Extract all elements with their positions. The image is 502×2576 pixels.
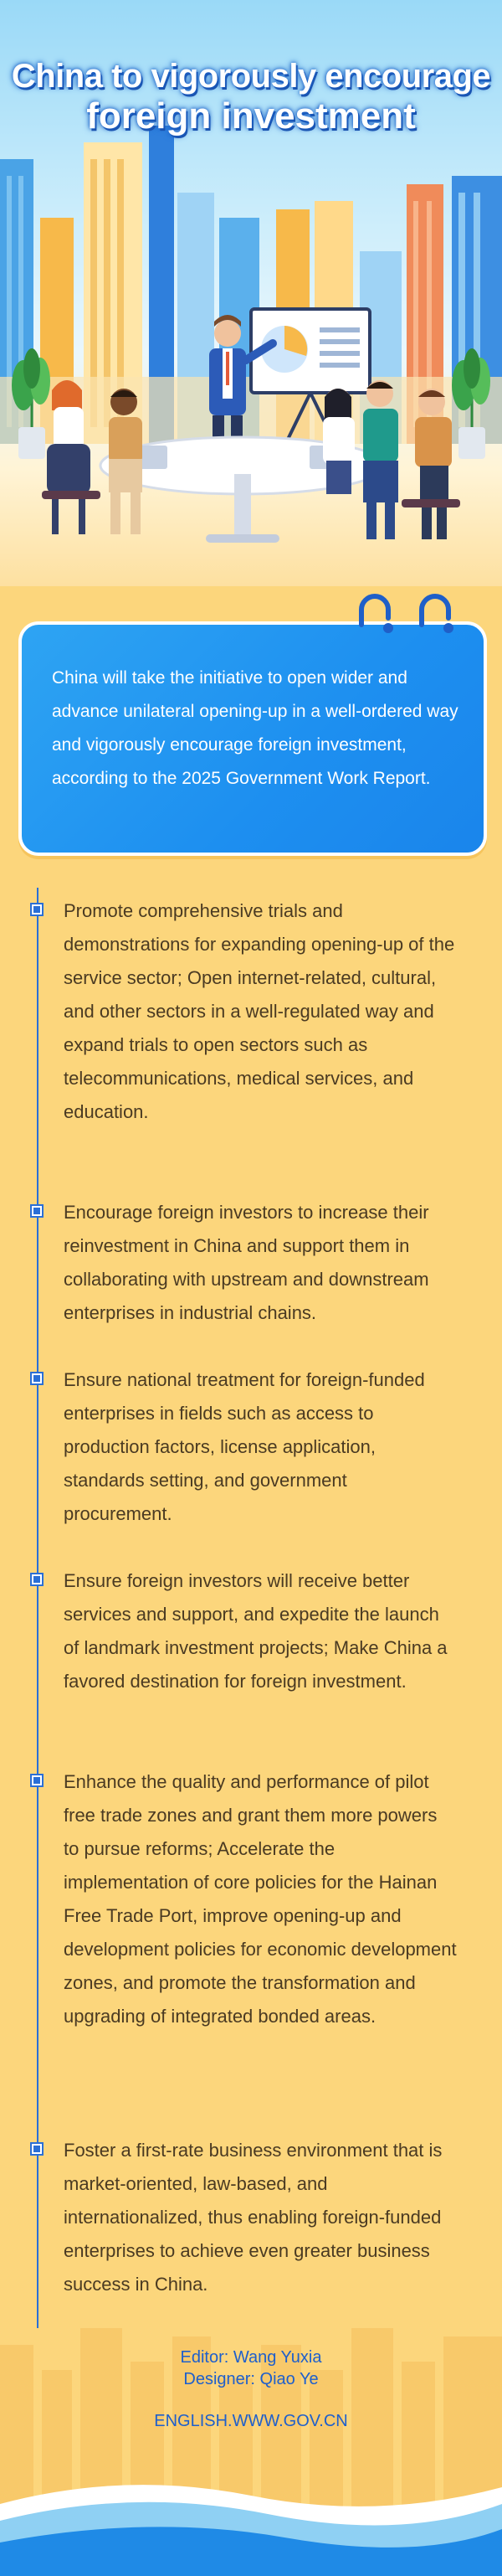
binder-ring-icon (356, 591, 393, 640)
intro-text: China will take the initiative to open wider and advance unilateral opening-up in a well-ordered way and vigorously encourage foreign investment, according to the 2025 Government Work Report. (52, 668, 458, 788)
title-line-2: foreign investment (86, 95, 416, 137)
list-item-text: Foster a first-rate business environment that is market-oriented, law-based, and internationalized, thus enabling foreign-funded enterprises to achieve even greater business success in China. (64, 2140, 443, 2295)
bullet-marker-icon (30, 1372, 44, 1385)
list-item-text: Enhance the quality and performance of pilot free trade zones and grant them more powers to pursue reforms; Accelerate the implementation of core policies for the Hainan Free Trade Port, improve opening-up and development policies for economic development zones, and promote the transformation and upgrading of integrated bonded areas. (64, 1771, 457, 2027)
bullet-marker-icon (30, 2142, 44, 2156)
bullet-marker-icon (30, 1204, 44, 1218)
bullet-marker-icon (30, 1573, 44, 1586)
list-item-text: Ensure foreign investors will receive better services and support, and expedite the launch of landmark investment projects; Make China a favored destination for foreign investment. (64, 1570, 448, 1692)
list-item-text: Promote comprehensive trials and demonstrations for expanding opening-up of the service sector; Open internet-related, cultural, and other sectors in a well-regulated way and expand trials to open sectors such as telecommunications, medical services, and education. (64, 900, 455, 1122)
editor-credit: Editor: Wang Yuxia (180, 2348, 322, 2367)
bullet-marker-icon (30, 1774, 44, 1787)
binder-ring-icon (417, 591, 453, 640)
title-line-1: China to vigorously encourage (11, 58, 491, 95)
bullet-marker-icon (30, 903, 44, 916)
list-item-text: Encourage foreign investors to increase their reinvestment in China and support them in collaborating with upstream and downstream enterprises in industrial chains. (64, 1202, 429, 1323)
footer-skyline-illustration (0, 2295, 502, 2576)
page-title (0, 57, 502, 138)
list-item-text: Ensure national treatment for foreign-funded enterprises in fields such as access to production factors, license application, standards setting, and government procurement. (64, 1369, 425, 1524)
timeline-line (37, 888, 38, 2328)
business-meeting-illustration (42, 310, 477, 561)
footer (0, 2295, 502, 2576)
website-link[interactable]: ENGLISH.WWW.GOV.CN (154, 2412, 348, 2430)
hero-illustration (0, 0, 502, 586)
designer-credit: Designer: Qiao Ye (183, 2370, 319, 2388)
intro-card (18, 621, 487, 856)
